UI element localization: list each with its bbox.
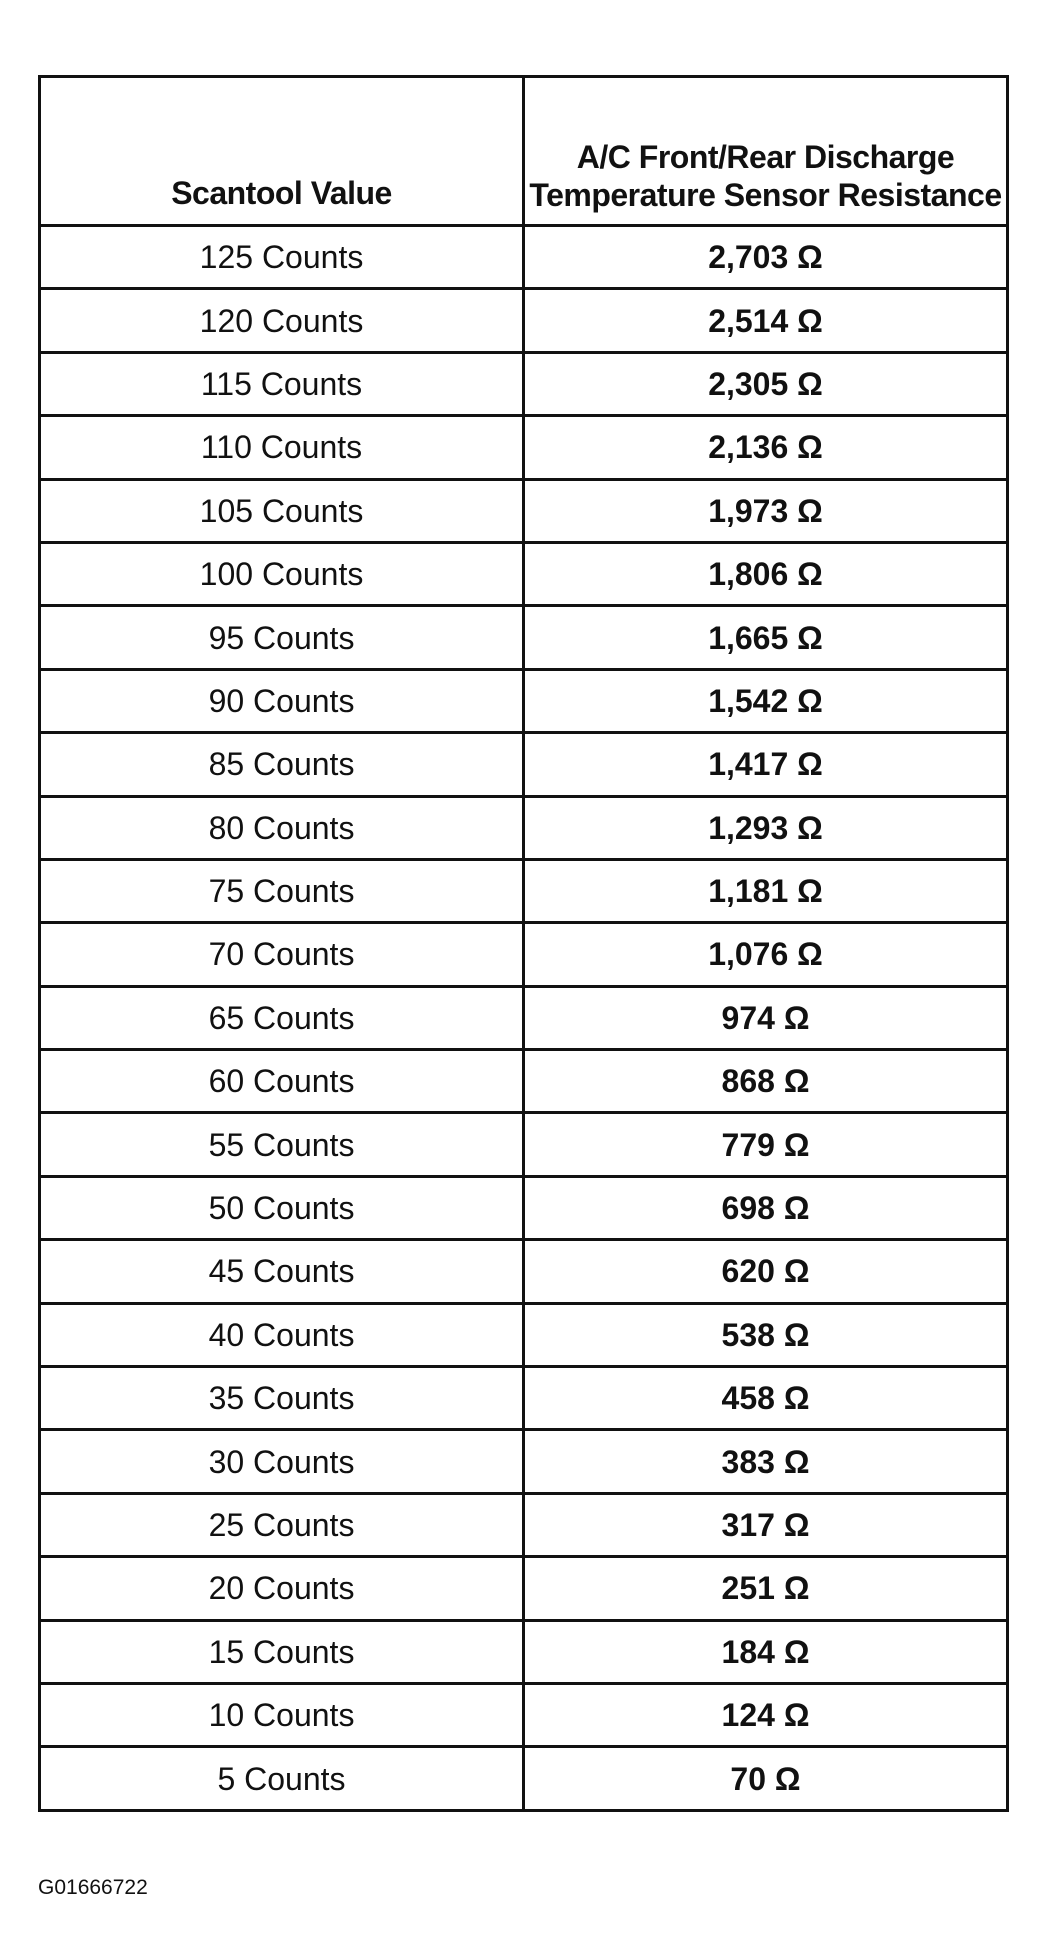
scantool-value-cell: 85 Counts [40, 733, 524, 796]
scantool-value-cell: 25 Counts [40, 1493, 524, 1556]
scantool-value-cell: 55 Counts [40, 1113, 524, 1176]
header-scantool-value: Scantool Value [40, 77, 524, 226]
resistance-value-cell: 1,806 Ω [524, 542, 1008, 605]
table-row [40, 1050, 1008, 1113]
table-row [40, 669, 1008, 732]
resistance-value-cell: 620 Ω [524, 1240, 1008, 1303]
header-row [40, 77, 1008, 226]
resistance-table [38, 75, 1009, 1812]
scantool-value-cell: 105 Counts [40, 479, 524, 542]
scantool-value-cell: 65 Counts [40, 986, 524, 1049]
figure-code: G01666722 [38, 1876, 148, 1899]
resistance-value-cell: 2,305 Ω [524, 352, 1008, 415]
resistance-value-cell: 1,417 Ω [524, 733, 1008, 796]
table-body [40, 226, 1008, 1811]
resistance-value-cell: 124 Ω [524, 1683, 1008, 1746]
resistance-value-cell: 1,181 Ω [524, 859, 1008, 922]
resistance-value-cell: 184 Ω [524, 1620, 1008, 1683]
scantool-value-cell: 110 Counts [40, 416, 524, 479]
table-row [40, 1430, 1008, 1493]
scantool-value-cell: 100 Counts [40, 542, 524, 605]
table-row [40, 1367, 1008, 1430]
scantool-value-cell: 45 Counts [40, 1240, 524, 1303]
table-row [40, 1240, 1008, 1303]
header-sensor-resistance: A/C Front/Rear Discharge Temperature Sensor Resistance [524, 77, 1008, 226]
scantool-value-cell: 90 Counts [40, 669, 524, 732]
scantool-value-cell: 5 Counts [40, 1747, 524, 1810]
resistance-value-cell: 1,076 Ω [524, 923, 1008, 986]
resistance-value-cell: 698 Ω [524, 1176, 1008, 1239]
table-row [40, 289, 1008, 352]
table-row [40, 416, 1008, 479]
scantool-value-cell: 15 Counts [40, 1620, 524, 1683]
table-row [40, 606, 1008, 669]
scantool-value-cell: 120 Counts [40, 289, 524, 352]
table-row [40, 479, 1008, 542]
table-row [40, 923, 1008, 986]
table-row [40, 1176, 1008, 1239]
scantool-value-cell: 75 Counts [40, 859, 524, 922]
scantool-value-cell: 80 Counts [40, 796, 524, 859]
resistance-value-cell: 458 Ω [524, 1367, 1008, 1430]
resistance-value-cell: 2,703 Ω [524, 226, 1008, 289]
table-row [40, 733, 1008, 796]
scantool-value-cell: 50 Counts [40, 1176, 524, 1239]
scantool-value-cell: 125 Counts [40, 226, 524, 289]
scantool-value-cell: 60 Counts [40, 1050, 524, 1113]
table-row [40, 542, 1008, 605]
scantool-value-cell: 70 Counts [40, 923, 524, 986]
resistance-value-cell: 251 Ω [524, 1557, 1008, 1620]
table-row [40, 1113, 1008, 1176]
table-row [40, 986, 1008, 1049]
scantool-value-cell: 95 Counts [40, 606, 524, 669]
table-header [40, 77, 1008, 226]
scantool-value-cell: 35 Counts [40, 1367, 524, 1430]
table-row [40, 1493, 1008, 1556]
table-row [40, 352, 1008, 415]
resistance-value-cell: 2,136 Ω [524, 416, 1008, 479]
resistance-value-cell: 2,514 Ω [524, 289, 1008, 352]
scantool-value-cell: 30 Counts [40, 1430, 524, 1493]
resistance-value-cell: 868 Ω [524, 1050, 1008, 1113]
resistance-value-cell: 383 Ω [524, 1430, 1008, 1493]
resistance-value-cell: 70 Ω [524, 1747, 1008, 1810]
table-row [40, 859, 1008, 922]
scantool-value-cell: 40 Counts [40, 1303, 524, 1366]
table-row [40, 1747, 1008, 1810]
table-row [40, 226, 1008, 289]
table-row [40, 1557, 1008, 1620]
scantool-value-cell: 115 Counts [40, 352, 524, 415]
resistance-value-cell: 779 Ω [524, 1113, 1008, 1176]
resistance-value-cell: 1,665 Ω [524, 606, 1008, 669]
scantool-value-cell: 20 Counts [40, 1557, 524, 1620]
scantool-value-cell: 10 Counts [40, 1683, 524, 1746]
table-row [40, 1683, 1008, 1746]
table-row [40, 1620, 1008, 1683]
resistance-value-cell: 1,293 Ω [524, 796, 1008, 859]
resistance-value-cell: 538 Ω [524, 1303, 1008, 1366]
resistance-value-cell: 974 Ω [524, 986, 1008, 1049]
table-row [40, 1303, 1008, 1366]
resistance-value-cell: 1,973 Ω [524, 479, 1008, 542]
resistance-value-cell: 317 Ω [524, 1493, 1008, 1556]
resistance-value-cell: 1,542 Ω [524, 669, 1008, 732]
table-row [40, 796, 1008, 859]
